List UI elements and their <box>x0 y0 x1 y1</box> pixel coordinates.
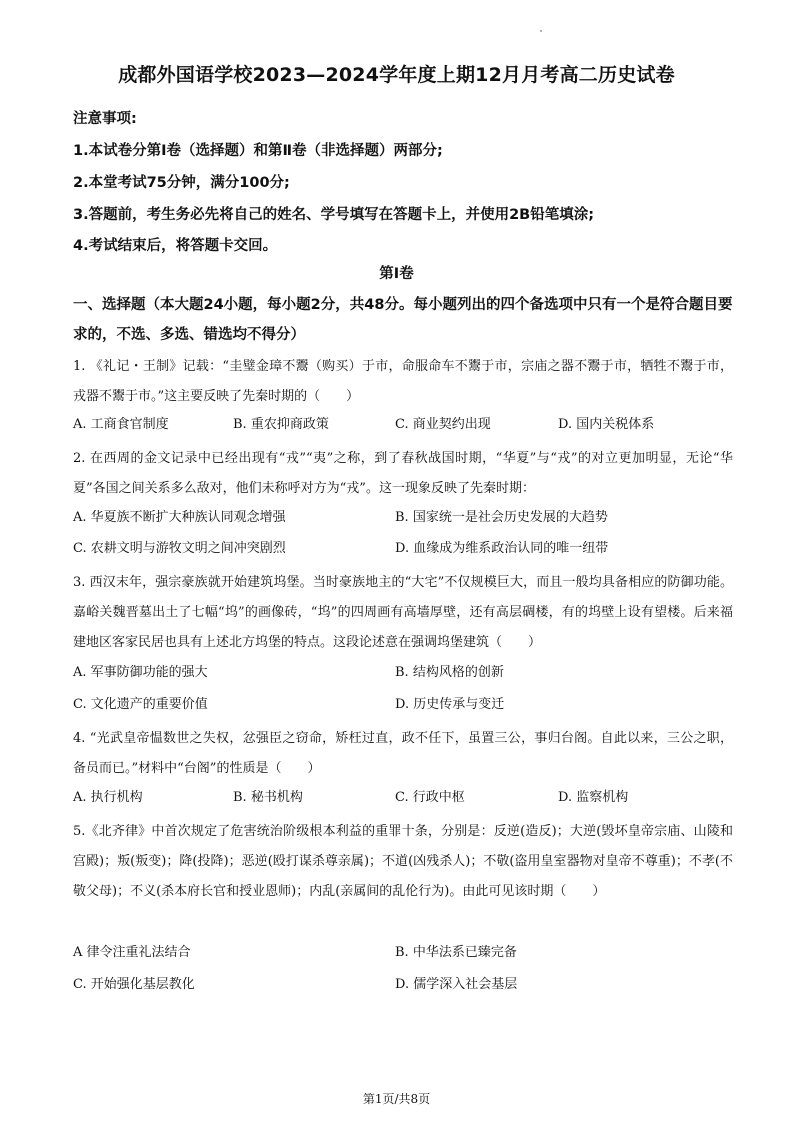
option-c: C. 开始强化基层教化 <box>73 977 195 992</box>
question-stem: 1. 《礼记・王制》记载：“圭璧金璋不鬻（购买）于市，命服命车不鬻于市，宗庙之器不鬻于市，牺牲不鬻于市，戎器不鬻于市。”这主要反映了先秦时期的（ ） <box>73 359 733 404</box>
option-b: B. 重农抑商政策 <box>233 417 329 432</box>
question-options <box>73 413 733 443</box>
note-item: 2.本堂考试75分钟，满分100分; <box>73 175 290 191</box>
volume-title: 第Ⅰ卷 <box>379 266 414 282</box>
option-d: D. 血缘成为维系政治认同的唯一纽带 <box>395 541 609 556</box>
option-d: D. 儒学深入社会基层 <box>395 977 518 992</box>
notes-heading: 注意事项: <box>73 111 137 127</box>
question-stem: 5.《北齐律》中首次规定了危害统治阶级根本利益的重罪十条，分别是：反逆(造反)；大逆(毁坏皇帝宗庙、山陵和宫殿)；叛(叛变)；降(投降)；恶逆(殴打谋杀尊亲属)；不道(凶残杀人)；不敬(盗用皇室器物对皇帝不尊重)；不孝(不敬父母)；不义(杀本府长官和授业恩师)；内乱(亲属间的乱伦行为)。由此可见该时期（ ） <box>73 824 733 899</box>
option-d: D. 国内关税体系 <box>558 417 655 432</box>
option-c: C. 行政中枢 <box>395 790 465 805</box>
option-b: B. 国家统一是社会历史发展的大趋势 <box>395 510 608 525</box>
question-options <box>73 973 733 1003</box>
question-stem: 3. 西汉末年，强宗豪族就开始建筑坞堡。当时豪族地主的“大宅”不仅规模巨大，而且一般均具备相应的防御功能。嘉峪关魏晋墓出土了七幅“坞”的画像砖，“坞”的四周画有高墙厚壁，还有高层碉楼，有的坞壁上设有望楼。后来福建地区客家民居也具有上述北方坞堡的特点。这段论述意在强调坞堡建筑（ ） <box>73 575 733 650</box>
option-d: D. 监察机构 <box>558 790 629 805</box>
option-a: A. 执行机构 <box>73 790 143 805</box>
option-a: A. 工商食官制度 <box>73 417 169 432</box>
option-b: B. 秘书机构 <box>233 790 303 805</box>
question-stem: 4. “光武皇帝愠数世之失权，忿强臣之窃命，矫枉过直，政不任下，虽置三公，事归台阁。自此以来，三公之职，备员而已。”材料中“台阁”的性质是（ ） <box>73 731 733 776</box>
question-options <box>73 693 733 723</box>
section-title: 一、选择题（本大题24小题，每小题2分，共48分。每小题列出的四个备选项中只有一个是符合题目要求的，不选、多选、错选均不得分） <box>73 297 733 343</box>
exam-title: 成都外国语学校2023—2024学年度上期12月月考高二历史试卷 <box>118 64 675 86</box>
option-c: C. 商业契约出现 <box>395 417 491 432</box>
note-item: 4.考试结束后，将答题卡交回。 <box>73 238 278 254</box>
option-a: A. 华夏族不断扩大种族认同观念增强 <box>73 510 286 525</box>
question-options <box>73 661 733 691</box>
option-c: C. 农耕文明与游牧文明之间冲突剧烈 <box>73 541 286 556</box>
page-number: 第1页/共8页 <box>362 1092 431 1106</box>
question-options <box>73 786 733 816</box>
question-options <box>73 537 733 567</box>
option-b: B. 结构风格的创新 <box>395 665 504 680</box>
scan-dot <box>540 30 542 32</box>
option-b: B. 中华法系已臻完备 <box>395 945 517 960</box>
option-c: C. 文化遗产的重要价值 <box>73 697 208 712</box>
note-item: 3.答题前，考生务必先将自己的姓名、学号填写在答题卡上，并使用2B铅笔填涂; <box>73 207 595 223</box>
option-a: A 律令注重礼法结合 <box>73 945 191 960</box>
question-options <box>73 506 733 536</box>
question-stem: 2. 在西周的金文记录中已经出现有“戎”“夷”之称，到了春秋战国时期，“华夏”与“戎”的对立更加明显，无论“华夏”各国之间关系多么敌对，他们未称呼对方为“戎”。这一现象反映了先秦时期： <box>73 451 733 496</box>
option-a: A. 军事防御功能的强大 <box>73 665 208 680</box>
note-item: 1.本试卷分第Ⅰ卷（选择题）和第Ⅱ卷（非选择题）两部分; <box>73 143 443 159</box>
question-options <box>73 941 733 971</box>
option-d: D. 历史传承与变迁 <box>395 697 505 712</box>
